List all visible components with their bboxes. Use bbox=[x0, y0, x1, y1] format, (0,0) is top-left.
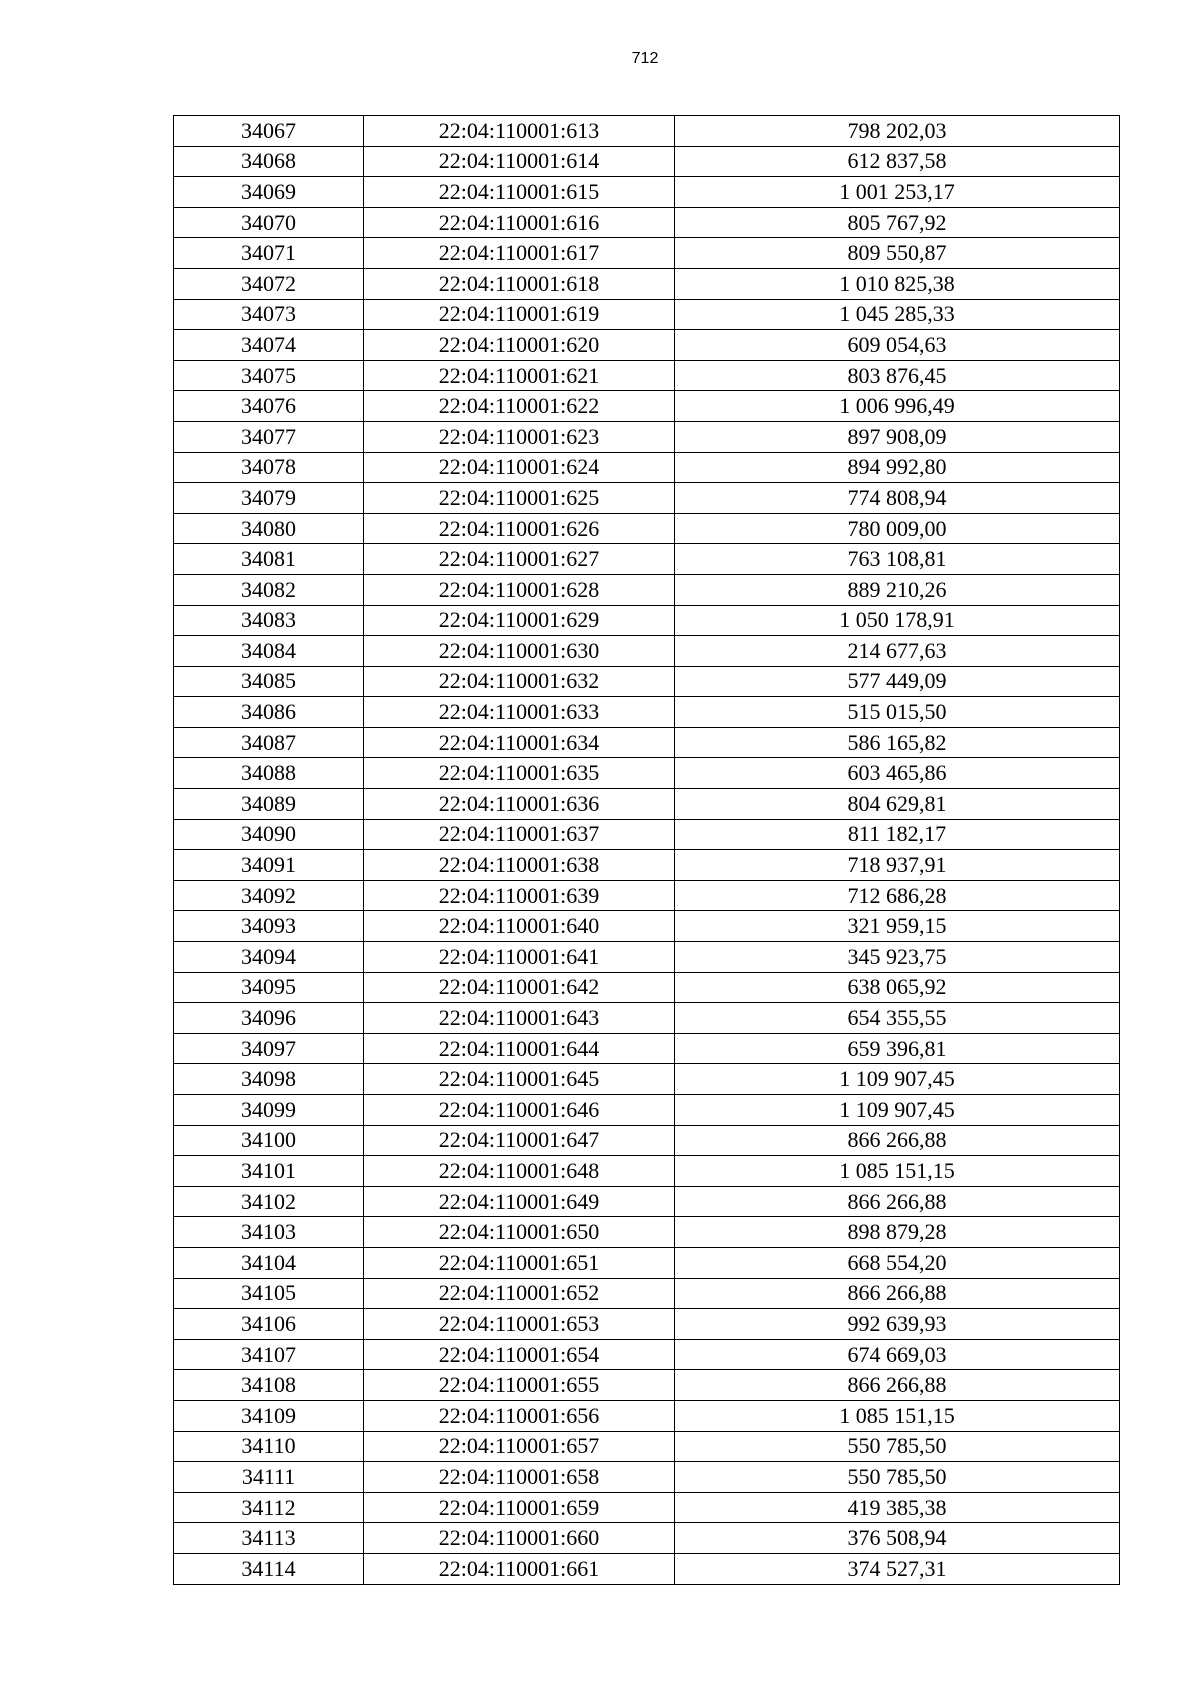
cadastral-value-cell: 894 992,80 bbox=[675, 452, 1120, 483]
cadastral-value-cell: 866 266,88 bbox=[675, 1278, 1120, 1309]
cadastral-value-cell: 804 629,81 bbox=[675, 789, 1120, 820]
cadastral-number-cell: 22:04:110001:651 bbox=[364, 1247, 675, 1278]
cadastral-value-cell: 780 009,00 bbox=[675, 513, 1120, 544]
cadastral-number-cell: 22:04:110001:636 bbox=[364, 789, 675, 820]
table-row bbox=[174, 1523, 1120, 1554]
cadastral-number-cell: 22:04:110001:620 bbox=[364, 330, 675, 361]
table-row bbox=[174, 1156, 1120, 1187]
row-number-cell: 34086 bbox=[174, 697, 364, 728]
cadastral-number-cell: 22:04:110001:646 bbox=[364, 1095, 675, 1126]
row-number-cell: 34102 bbox=[174, 1186, 364, 1217]
cadastral-number-cell: 22:04:110001:617 bbox=[364, 238, 675, 269]
row-number-cell: 34091 bbox=[174, 850, 364, 881]
row-number-cell: 34107 bbox=[174, 1339, 364, 1370]
cadastral-number-cell: 22:04:110001:629 bbox=[364, 605, 675, 636]
cadastral-value-cell: 550 785,50 bbox=[675, 1431, 1120, 1462]
cadastral-number-cell: 22:04:110001:632 bbox=[364, 666, 675, 697]
row-number-cell: 34085 bbox=[174, 666, 364, 697]
cadastral-value-cell: 897 908,09 bbox=[675, 421, 1120, 452]
cadastral-value-cell: 515 015,50 bbox=[675, 697, 1120, 728]
cadastral-number-cell: 22:04:110001:613 bbox=[364, 116, 675, 147]
cadastral-number-cell: 22:04:110001:645 bbox=[364, 1064, 675, 1095]
cadastral-value-cell: 654 355,55 bbox=[675, 1003, 1120, 1034]
cadastral-number-cell: 22:04:110001:640 bbox=[364, 911, 675, 942]
cadastral-value-cell: 898 879,28 bbox=[675, 1217, 1120, 1248]
table-row bbox=[174, 850, 1120, 881]
row-number-cell: 34089 bbox=[174, 789, 364, 820]
cadastral-value-cell: 659 396,81 bbox=[675, 1033, 1120, 1064]
table-row bbox=[174, 116, 1120, 147]
row-number-cell: 34100 bbox=[174, 1125, 364, 1156]
cadastral-value-cell: 1 109 907,45 bbox=[675, 1095, 1120, 1126]
table-row bbox=[174, 391, 1120, 422]
table-row bbox=[174, 574, 1120, 605]
row-number-cell: 34099 bbox=[174, 1095, 364, 1126]
cadastral-number-cell: 22:04:110001:655 bbox=[364, 1370, 675, 1401]
cadastral-number-cell: 22:04:110001:626 bbox=[364, 513, 675, 544]
row-number-cell: 34074 bbox=[174, 330, 364, 361]
row-number-cell: 34104 bbox=[174, 1247, 364, 1278]
cadastral-value-cell: 798 202,03 bbox=[675, 116, 1120, 147]
cadastral-number-cell: 22:04:110001:649 bbox=[364, 1186, 675, 1217]
cadastral-number-cell: 22:04:110001:643 bbox=[364, 1003, 675, 1034]
cadastral-value-cell: 674 669,03 bbox=[675, 1339, 1120, 1370]
row-number-cell: 34080 bbox=[174, 513, 364, 544]
cadastral-value-cell: 811 182,17 bbox=[675, 819, 1120, 850]
cadastral-number-cell: 22:04:110001:628 bbox=[364, 574, 675, 605]
cadastral-number-cell: 22:04:110001:653 bbox=[364, 1309, 675, 1340]
table-row bbox=[174, 789, 1120, 820]
table-row bbox=[174, 911, 1120, 942]
cadastral-value-cell: 376 508,94 bbox=[675, 1523, 1120, 1554]
row-number-cell: 34070 bbox=[174, 207, 364, 238]
row-number-cell: 34087 bbox=[174, 727, 364, 758]
cadastral-value-cell: 866 266,88 bbox=[675, 1125, 1120, 1156]
cadastral-value-cell: 809 550,87 bbox=[675, 238, 1120, 269]
row-number-cell: 34098 bbox=[174, 1064, 364, 1095]
table-row bbox=[174, 1309, 1120, 1340]
cadastral-number-cell: 22:04:110001:627 bbox=[364, 544, 675, 575]
cadastral-number-cell: 22:04:110001:633 bbox=[364, 697, 675, 728]
table-row bbox=[174, 1462, 1120, 1493]
cadastral-value-cell: 1 001 253,17 bbox=[675, 177, 1120, 208]
row-number-cell: 34082 bbox=[174, 574, 364, 605]
row-number-cell: 34068 bbox=[174, 146, 364, 177]
cadastral-value-cell: 214 677,63 bbox=[675, 636, 1120, 667]
cadastral-value-cell: 889 210,26 bbox=[675, 574, 1120, 605]
table-row bbox=[174, 1033, 1120, 1064]
cadastral-value-cell: 638 065,92 bbox=[675, 972, 1120, 1003]
row-number-cell: 34110 bbox=[174, 1431, 364, 1462]
row-number-cell: 34081 bbox=[174, 544, 364, 575]
cadastral-number-cell: 22:04:110001:652 bbox=[364, 1278, 675, 1309]
row-number-cell: 34083 bbox=[174, 605, 364, 636]
cadastral-number-cell: 22:04:110001:656 bbox=[364, 1400, 675, 1431]
cadastral-number-cell: 22:04:110001:650 bbox=[364, 1217, 675, 1248]
row-number-cell: 34071 bbox=[174, 238, 364, 269]
row-number-cell: 34084 bbox=[174, 636, 364, 667]
cadastral-value-cell: 1 050 178,91 bbox=[675, 605, 1120, 636]
table-row bbox=[174, 1003, 1120, 1034]
cadastral-value-cell: 345 923,75 bbox=[675, 942, 1120, 973]
table-row bbox=[174, 972, 1120, 1003]
table-row bbox=[174, 1064, 1120, 1095]
cadastral-value-cell: 321 959,15 bbox=[675, 911, 1120, 942]
row-number-cell: 34113 bbox=[174, 1523, 364, 1554]
cadastral-number-cell: 22:04:110001:614 bbox=[364, 146, 675, 177]
cadastral-number-cell: 22:04:110001:660 bbox=[364, 1523, 675, 1554]
cadastral-number-cell: 22:04:110001:615 bbox=[364, 177, 675, 208]
row-number-cell: 34109 bbox=[174, 1400, 364, 1431]
row-number-cell: 34069 bbox=[174, 177, 364, 208]
cadastral-number-cell: 22:04:110001:647 bbox=[364, 1125, 675, 1156]
row-number-cell: 34111 bbox=[174, 1462, 364, 1493]
row-number-cell: 34103 bbox=[174, 1217, 364, 1248]
row-number-cell: 34075 bbox=[174, 360, 364, 391]
table-row bbox=[174, 238, 1120, 269]
row-number-cell: 34078 bbox=[174, 452, 364, 483]
cadastral-value-cell: 1 010 825,38 bbox=[675, 268, 1120, 299]
cadastral-value-cell: 374 527,31 bbox=[675, 1553, 1120, 1584]
table-row bbox=[174, 330, 1120, 361]
table-row bbox=[174, 605, 1120, 636]
table-row bbox=[174, 727, 1120, 758]
cadastral-value-cell: 866 266,88 bbox=[675, 1370, 1120, 1401]
row-number-cell: 34096 bbox=[174, 1003, 364, 1034]
table-row bbox=[174, 146, 1120, 177]
cadastral-number-cell: 22:04:110001:659 bbox=[364, 1492, 675, 1523]
table-row bbox=[174, 880, 1120, 911]
row-number-cell: 34090 bbox=[174, 819, 364, 850]
table-row bbox=[174, 1339, 1120, 1370]
cadastral-value-table bbox=[173, 115, 1120, 1585]
row-number-cell: 34092 bbox=[174, 880, 364, 911]
cadastral-value-cell: 1 006 996,49 bbox=[675, 391, 1120, 422]
table-row bbox=[174, 360, 1120, 391]
table-row bbox=[174, 697, 1120, 728]
cadastral-number-cell: 22:04:110001:619 bbox=[364, 299, 675, 330]
table-row bbox=[174, 636, 1120, 667]
cadastral-value-cell: 866 266,88 bbox=[675, 1186, 1120, 1217]
row-number-cell: 34112 bbox=[174, 1492, 364, 1523]
table-row bbox=[174, 544, 1120, 575]
table-row bbox=[174, 1431, 1120, 1462]
table-row bbox=[174, 1370, 1120, 1401]
cadastral-value-cell: 718 937,91 bbox=[675, 850, 1120, 881]
row-number-cell: 34072 bbox=[174, 268, 364, 299]
row-number-cell: 34073 bbox=[174, 299, 364, 330]
table-row bbox=[174, 1125, 1120, 1156]
table-row bbox=[174, 1217, 1120, 1248]
cadastral-number-cell: 22:04:110001:642 bbox=[364, 972, 675, 1003]
cadastral-number-cell: 22:04:110001:634 bbox=[364, 727, 675, 758]
cadastral-number-cell: 22:04:110001:661 bbox=[364, 1553, 675, 1584]
cadastral-value-cell: 609 054,63 bbox=[675, 330, 1120, 361]
cadastral-value-cell: 774 808,94 bbox=[675, 483, 1120, 514]
cadastral-number-cell: 22:04:110001:622 bbox=[364, 391, 675, 422]
cadastral-number-cell: 22:04:110001:644 bbox=[364, 1033, 675, 1064]
row-number-cell: 34076 bbox=[174, 391, 364, 422]
row-number-cell: 34095 bbox=[174, 972, 364, 1003]
row-number-cell: 34105 bbox=[174, 1278, 364, 1309]
cadastral-value-cell: 603 465,86 bbox=[675, 758, 1120, 789]
cadastral-value-cell: 1 109 907,45 bbox=[675, 1064, 1120, 1095]
row-number-cell: 34077 bbox=[174, 421, 364, 452]
cadastral-number-cell: 22:04:110001:635 bbox=[364, 758, 675, 789]
cadastral-number-cell: 22:04:110001:648 bbox=[364, 1156, 675, 1187]
table-body bbox=[174, 116, 1120, 1585]
table-row bbox=[174, 1492, 1120, 1523]
row-number-cell: 34093 bbox=[174, 911, 364, 942]
cadastral-number-cell: 22:04:110001:616 bbox=[364, 207, 675, 238]
cadastral-value-cell: 763 108,81 bbox=[675, 544, 1120, 575]
row-number-cell: 34079 bbox=[174, 483, 364, 514]
table-row bbox=[174, 513, 1120, 544]
row-number-cell: 34106 bbox=[174, 1309, 364, 1340]
table-row bbox=[174, 1400, 1120, 1431]
row-number-cell: 34108 bbox=[174, 1370, 364, 1401]
cadastral-value-cell: 668 554,20 bbox=[675, 1247, 1120, 1278]
cadastral-value-cell: 992 639,93 bbox=[675, 1309, 1120, 1340]
cadastral-number-cell: 22:04:110001:641 bbox=[364, 942, 675, 973]
cadastral-number-cell: 22:04:110001:623 bbox=[364, 421, 675, 452]
cadastral-number-cell: 22:04:110001:658 bbox=[364, 1462, 675, 1493]
table-row bbox=[174, 1095, 1120, 1126]
table-row bbox=[174, 421, 1120, 452]
cadastral-value-cell: 803 876,45 bbox=[675, 360, 1120, 391]
cadastral-value-cell: 577 449,09 bbox=[675, 666, 1120, 697]
cadastral-value-cell: 612 837,58 bbox=[675, 146, 1120, 177]
cadastral-value-cell: 712 686,28 bbox=[675, 880, 1120, 911]
table-row bbox=[174, 1247, 1120, 1278]
cadastral-number-cell: 22:04:110001:657 bbox=[364, 1431, 675, 1462]
row-number-cell: 34088 bbox=[174, 758, 364, 789]
table-row bbox=[174, 299, 1120, 330]
cadastral-value-cell: 1 085 151,15 bbox=[675, 1400, 1120, 1431]
table-row bbox=[174, 483, 1120, 514]
row-number-cell: 34097 bbox=[174, 1033, 364, 1064]
cadastral-number-cell: 22:04:110001:639 bbox=[364, 880, 675, 911]
row-number-cell: 34067 bbox=[174, 116, 364, 147]
cadastral-number-cell: 22:04:110001:654 bbox=[364, 1339, 675, 1370]
cadastral-number-cell: 22:04:110001:638 bbox=[364, 850, 675, 881]
table-row bbox=[174, 942, 1120, 973]
cadastral-value-cell: 1 045 285,33 bbox=[675, 299, 1120, 330]
cadastral-number-cell: 22:04:110001:625 bbox=[364, 483, 675, 514]
table-row bbox=[174, 666, 1120, 697]
table-row bbox=[174, 452, 1120, 483]
cadastral-number-cell: 22:04:110001:637 bbox=[364, 819, 675, 850]
cadastral-value-cell: 550 785,50 bbox=[675, 1462, 1120, 1493]
cadastral-value-cell: 586 165,82 bbox=[675, 727, 1120, 758]
table-row bbox=[174, 1278, 1120, 1309]
cadastral-number-cell: 22:04:110001:630 bbox=[364, 636, 675, 667]
table-row bbox=[174, 819, 1120, 850]
table-row bbox=[174, 1553, 1120, 1584]
row-number-cell: 34094 bbox=[174, 942, 364, 973]
table-row bbox=[174, 758, 1120, 789]
cadastral-number-cell: 22:04:110001:618 bbox=[364, 268, 675, 299]
cadastral-value-cell: 805 767,92 bbox=[675, 207, 1120, 238]
row-number-cell: 34114 bbox=[174, 1553, 364, 1584]
table-row bbox=[174, 177, 1120, 208]
page-number: 712 bbox=[631, 50, 659, 67]
table-row bbox=[174, 1186, 1120, 1217]
table-row bbox=[174, 268, 1120, 299]
cadastral-number-cell: 22:04:110001:621 bbox=[364, 360, 675, 391]
cadastral-number-cell: 22:04:110001:624 bbox=[364, 452, 675, 483]
table-row bbox=[174, 207, 1120, 238]
cadastral-value-cell: 1 085 151,15 bbox=[675, 1156, 1120, 1187]
row-number-cell: 34101 bbox=[174, 1156, 364, 1187]
cadastral-value-cell: 419 385,38 bbox=[675, 1492, 1120, 1523]
